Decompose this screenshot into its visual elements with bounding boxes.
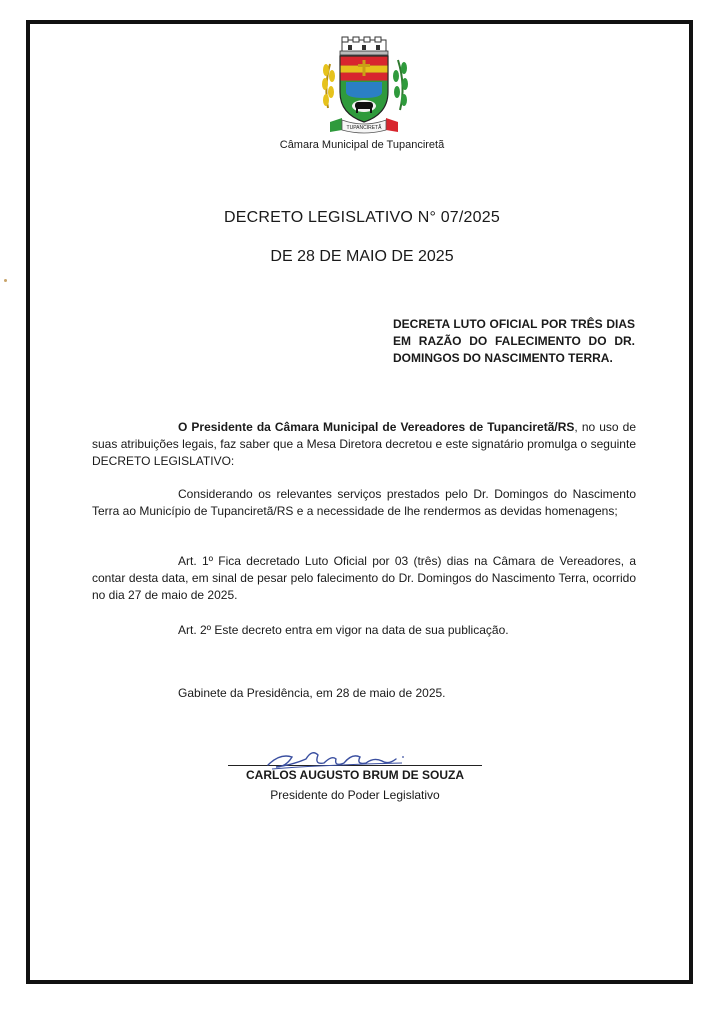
municipal-coat-of-arms-icon [318, 36, 410, 136]
signer-role: Presidente do Poder Legislativo [270, 788, 440, 802]
crest-motto: TUPANCIRETÃ [346, 125, 382, 131]
signer-name: CARLOS AUGUSTO BRUM DE SOUZA [245, 768, 464, 782]
scan-speck [4, 279, 7, 282]
intro-text: , no uso de suas atribuições legais, faz saber que a Mesa Diretora decretou e este signatário promulga o seguinte DECRETO LEGISLATIVO: [92, 420, 636, 468]
decree-date: DE 28 DE MAIO DE 2025 [270, 248, 454, 265]
intro-bold-text: O Presidente da Câmara Municipal de Vereadores de Tupanciretã/RS [178, 420, 575, 434]
article-1: Art. 1º Fica decretado Luto Oficial por 03 (três) dias na Câmara de Vereadores, a contar desta data, em sinal de pesar pelo falecimento do Dr. Domingos do Nascimento Terra, ocorrido no dia 27 de maio de 2025. [92, 554, 636, 602]
crown-icon [340, 37, 388, 55]
chamber-name: Câmara Municipal de Tupanciretã [279, 139, 445, 151]
place-date-line: Gabinete da Presidência, em 28 de maio de 2025. [178, 686, 446, 700]
intro-paragraph [92, 419, 636, 470]
shield-icon [340, 56, 388, 122]
considering-paragraph: Considerando os relevantes serviços prestados pelo Dr. Domingos do Nascimento Terra ao Município de Tupanciretã/RS e a necessidade de lhe rendermos as devidas homenagens; [92, 487, 636, 518]
article-2: Art. 2º Este decreto entra em vigor na data de sua publicação. [178, 623, 509, 637]
decree-summary: DECRETA LUTO OFICIAL POR TRÊS DIAS EM RAZÃO DO FALECIMENTO DO DR. DOMINGOS DO NASCIMENTO TERRA. [393, 317, 635, 365]
decree-title: DECRETO LEGISLATIVO N° 07/2025 [224, 209, 500, 226]
branch-icon [393, 60, 408, 110]
wheat-icon [322, 64, 335, 108]
